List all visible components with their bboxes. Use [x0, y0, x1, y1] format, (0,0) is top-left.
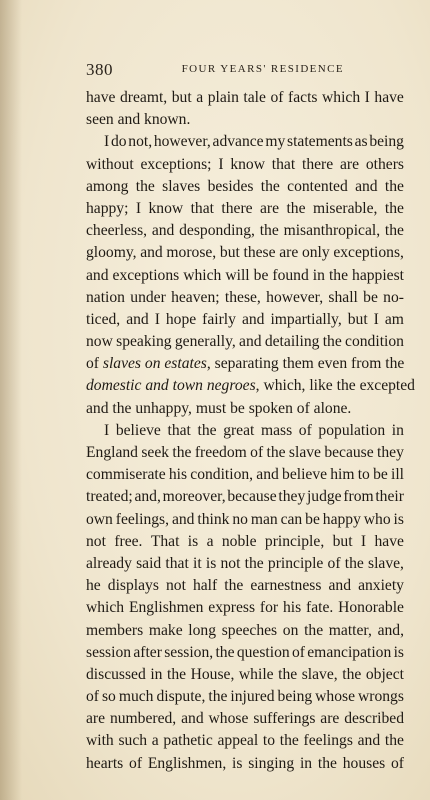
word: feelings, — [115, 510, 170, 528]
word: and — [171, 510, 195, 528]
word: that — [167, 421, 191, 439]
word: are — [339, 155, 360, 173]
word: plain — [207, 89, 239, 106]
word: but — [171, 89, 192, 106]
word: contented — [287, 177, 348, 195]
text-line — [86, 509, 404, 531]
word: half — [192, 577, 218, 595]
text-line — [86, 309, 404, 331]
word: the — [167, 665, 187, 683]
word: the — [172, 444, 192, 461]
word: free. — [114, 532, 143, 550]
word: speaking — [116, 333, 172, 351]
word: slave, — [368, 554, 404, 572]
word: nation — [86, 288, 125, 306]
word: the — [260, 177, 280, 195]
word: desponding, — [179, 222, 255, 240]
text-segment: of — [86, 355, 103, 373]
text-line — [86, 220, 404, 242]
word: be — [305, 510, 320, 528]
word: the — [278, 665, 298, 683]
word: they — [377, 444, 404, 461]
word: facts — [288, 89, 318, 106]
text-line — [86, 398, 404, 420]
word: question — [236, 643, 290, 661]
word: have — [374, 532, 404, 550]
word: others — [365, 155, 404, 173]
word: because — [227, 488, 277, 506]
text-line — [86, 331, 404, 353]
text-line — [86, 642, 404, 664]
word: my — [265, 133, 286, 151]
word: much — [118, 688, 154, 706]
word: ill — [390, 466, 404, 484]
word: because — [324, 444, 374, 461]
word: from — [343, 488, 374, 506]
word: misanthropical, — [283, 222, 381, 240]
text-line — [86, 686, 404, 708]
word: no- — [383, 288, 404, 306]
word: know — [230, 155, 265, 173]
word: and — [328, 577, 351, 595]
word: houses — [342, 754, 386, 772]
word: the — [135, 177, 155, 195]
word: these — [243, 244, 276, 262]
word: do — [110, 133, 127, 151]
word: I — [364, 89, 370, 106]
word: session, — [164, 643, 214, 661]
word: I — [360, 532, 367, 550]
word: is — [393, 643, 404, 661]
word: the — [317, 754, 337, 772]
word: pathetic — [163, 732, 213, 750]
word: is — [393, 510, 404, 528]
word: freedom — [194, 444, 247, 461]
word: while — [238, 665, 274, 683]
word: population — [318, 421, 386, 439]
word: to — [262, 732, 276, 750]
word: said — [136, 554, 162, 572]
word: however, — [266, 288, 324, 306]
word: tale — [243, 89, 266, 106]
word: the — [224, 577, 244, 595]
word: speeches — [221, 621, 278, 639]
gutter-shadow — [0, 0, 22, 800]
word: the — [244, 554, 264, 572]
word: are — [86, 710, 106, 728]
word: the — [384, 177, 404, 195]
word: I — [104, 133, 110, 151]
text-line — [86, 464, 404, 486]
word: their — [375, 488, 404, 506]
word: matter, — [328, 621, 372, 639]
word: gloomy, — [86, 244, 137, 262]
word: it — [193, 554, 202, 572]
text-line — [86, 620, 404, 642]
word: and — [86, 266, 109, 284]
word: the — [384, 222, 404, 240]
word: dreamt, — [119, 89, 168, 106]
word: not — [86, 532, 106, 550]
word: under — [130, 288, 166, 306]
word: displays — [107, 577, 159, 595]
word: noble — [221, 532, 257, 550]
word: after — [133, 643, 162, 661]
word: know — [148, 199, 184, 217]
word: exceptions — [112, 266, 180, 284]
text-line — [86, 353, 404, 375]
word: there — [221, 199, 253, 217]
text-line — [86, 486, 404, 508]
word: a — [206, 532, 214, 550]
text-segment: , which, like the excepted — [255, 377, 415, 395]
text-line — [86, 198, 404, 220]
word: have — [374, 89, 404, 106]
word: appeal — [217, 732, 259, 750]
word: whose — [208, 710, 249, 728]
word: Englishmen, — [147, 754, 227, 772]
word: express — [208, 599, 256, 617]
text-line — [86, 708, 404, 730]
word: however, — [153, 133, 211, 151]
word: as — [354, 133, 368, 151]
word: not — [220, 554, 241, 572]
word: mass — [260, 421, 293, 439]
word: with — [86, 732, 114, 750]
word: I — [218, 155, 224, 173]
word: be — [253, 266, 269, 284]
word: singing — [248, 754, 295, 772]
word: is — [232, 754, 243, 772]
word: I — [135, 199, 142, 217]
word: session — [86, 643, 132, 661]
body-text — [86, 87, 415, 775]
word: cheerless, — [86, 222, 148, 240]
word: to — [357, 466, 370, 484]
word: England — [86, 444, 138, 461]
word: him — [330, 466, 355, 484]
word: slave, — [301, 665, 338, 683]
word: the — [322, 333, 342, 351]
text-line — [86, 154, 404, 176]
word: That — [150, 532, 180, 550]
word: ticed, — [86, 310, 121, 328]
word: exceptions; — [140, 155, 212, 173]
word: be — [373, 466, 388, 484]
text-line — [86, 131, 404, 153]
word: are — [279, 244, 299, 262]
word: I — [154, 310, 160, 328]
word: and — [126, 310, 149, 328]
word: sufferings — [253, 710, 316, 728]
word: moreover, — [162, 488, 226, 506]
word: miserable, — [312, 199, 378, 217]
text-segment: seen and known. — [86, 111, 191, 129]
word: commiserate — [86, 466, 166, 484]
word: and — [181, 710, 204, 728]
word: emancipation — [307, 643, 392, 661]
word: long — [188, 621, 217, 639]
word: are — [320, 710, 340, 728]
running-title: FOUR YEARS' RESIDENCE — [181, 63, 344, 75]
word: a — [196, 89, 204, 106]
word: in — [150, 665, 163, 683]
page-number: 380 — [86, 60, 113, 79]
word: happiest — [352, 266, 404, 284]
word: numbered, — [109, 710, 177, 728]
word: impartially, — [270, 310, 342, 328]
text-line — [86, 575, 404, 597]
text-segment: , separating them even from the — [206, 355, 405, 373]
word: the — [342, 665, 362, 683]
word: think — [197, 510, 230, 528]
word: the — [208, 688, 228, 706]
word: they — [278, 488, 306, 506]
word: statements — [287, 133, 353, 151]
word: that — [190, 199, 214, 217]
word: am — [384, 310, 404, 328]
text-segment: and the unhappy, must be spoken of alone. — [86, 399, 352, 417]
word: the — [197, 421, 217, 439]
word: and — [355, 177, 378, 195]
word: of — [270, 89, 284, 106]
text-line — [86, 87, 404, 109]
word: condition, — [190, 466, 254, 484]
word: without — [86, 155, 134, 173]
word: of — [250, 444, 264, 461]
word: are — [259, 199, 280, 217]
word: whose — [315, 688, 356, 706]
word: the — [286, 199, 306, 217]
word: exceptions, — [333, 244, 404, 262]
word: the — [259, 222, 279, 240]
word: Honorable — [338, 599, 404, 617]
word: on — [282, 621, 299, 639]
word: and — [151, 222, 175, 240]
text-line — [86, 176, 404, 198]
word: already — [86, 554, 132, 572]
word: he — [86, 577, 101, 595]
word: his — [168, 466, 188, 484]
word: treated; — [86, 488, 133, 506]
word: but — [219, 244, 240, 262]
word: generally, — [174, 333, 236, 351]
text-line — [86, 442, 404, 464]
running-head — [86, 60, 344, 80]
word: the — [279, 732, 299, 750]
word: not — [165, 577, 186, 595]
word: now — [86, 333, 113, 351]
word: hope — [165, 310, 197, 328]
word: for — [259, 599, 279, 617]
word: seek — [141, 444, 170, 461]
word: great — [223, 421, 255, 439]
word: anxiety — [358, 577, 404, 595]
word: happy — [322, 510, 361, 528]
word: members — [86, 621, 144, 639]
word: of — [327, 554, 341, 572]
word: believe — [282, 466, 328, 484]
word: morose, — [166, 244, 217, 262]
word: no — [232, 510, 248, 528]
word: Englishmen — [128, 599, 204, 617]
text-line — [86, 265, 404, 287]
word: I — [104, 421, 110, 439]
word: shall — [328, 288, 358, 306]
word: which — [322, 89, 361, 106]
text-line — [86, 109, 404, 131]
word: that — [271, 155, 296, 173]
word: fate. — [306, 599, 334, 617]
word: condition — [345, 333, 404, 351]
text-line — [86, 664, 404, 686]
word: be — [363, 288, 378, 306]
word: such — [118, 732, 148, 750]
word: there — [302, 155, 334, 173]
word: the — [215, 643, 235, 661]
word: but — [332, 532, 353, 550]
word: fairly — [202, 310, 236, 328]
word: and, — [134, 488, 161, 506]
word: principle, — [264, 532, 325, 550]
word: of — [129, 754, 143, 772]
word: principle — [267, 554, 324, 572]
text-line — [86, 375, 415, 397]
word: dispute, — [156, 688, 206, 706]
text-line — [86, 597, 404, 619]
text-line — [86, 242, 404, 264]
word: his — [282, 599, 302, 617]
word: judge — [306, 488, 342, 506]
word: who — [363, 510, 391, 528]
word: the — [266, 444, 286, 461]
word: feelings — [303, 732, 353, 750]
word: I — [373, 310, 379, 328]
word: of — [291, 643, 305, 661]
word: the — [384, 199, 404, 217]
word: among — [86, 177, 129, 195]
word: and, — [377, 621, 404, 639]
word: in — [391, 421, 404, 439]
word: is — [187, 532, 199, 550]
word: own — [86, 510, 113, 528]
word: these, — [224, 288, 261, 306]
word: described — [344, 710, 404, 728]
word: heaven; — [171, 288, 220, 306]
word: and — [256, 466, 279, 484]
word: and — [241, 310, 265, 328]
text-line — [86, 420, 404, 442]
word: detailing — [264, 333, 320, 351]
word: will — [225, 266, 250, 284]
text-line — [86, 287, 404, 309]
word: of — [298, 421, 312, 439]
text-line — [86, 730, 404, 752]
word: besides — [207, 177, 254, 195]
word: happy; — [86, 199, 129, 217]
word: being — [277, 688, 313, 706]
word: discussed — [86, 665, 146, 683]
italic-phrase: domestic and town negroes — [86, 377, 256, 395]
word: in — [312, 266, 325, 284]
word: have — [86, 89, 116, 106]
word: which — [183, 266, 222, 284]
word: advance — [212, 133, 264, 151]
word: the — [344, 554, 364, 572]
word: wrongs — [357, 688, 404, 706]
word: but — [347, 310, 368, 328]
word: the — [328, 266, 348, 284]
text-line — [86, 553, 404, 575]
word: so — [101, 688, 116, 706]
word: believe — [115, 421, 161, 439]
word: which — [86, 599, 125, 617]
word: not, — [128, 133, 153, 151]
word: man — [250, 510, 278, 528]
word: of — [391, 754, 404, 772]
word: the — [304, 621, 324, 639]
word: slaves — [162, 177, 201, 195]
word: slave — [288, 444, 321, 461]
word: and — [140, 244, 163, 262]
word: only — [301, 244, 330, 262]
word: the — [384, 732, 404, 750]
word: House, — [190, 665, 235, 683]
word: of — [86, 688, 99, 706]
word: object — [365, 665, 404, 683]
text-line — [86, 531, 404, 553]
word: found — [272, 266, 309, 284]
word: and — [239, 333, 262, 351]
word: make — [148, 621, 183, 639]
italic-phrase: slaves on estates — [102, 355, 207, 373]
word: and — [357, 732, 381, 750]
word: a — [151, 732, 159, 750]
word: being — [369, 133, 404, 151]
word: that — [165, 554, 189, 572]
word: injured — [230, 688, 275, 706]
text-line — [86, 753, 404, 775]
word: hearts — [86, 754, 124, 772]
word: in — [299, 754, 313, 772]
word: is — [205, 554, 217, 572]
word: can — [280, 510, 303, 528]
word: earnestness — [250, 577, 322, 595]
